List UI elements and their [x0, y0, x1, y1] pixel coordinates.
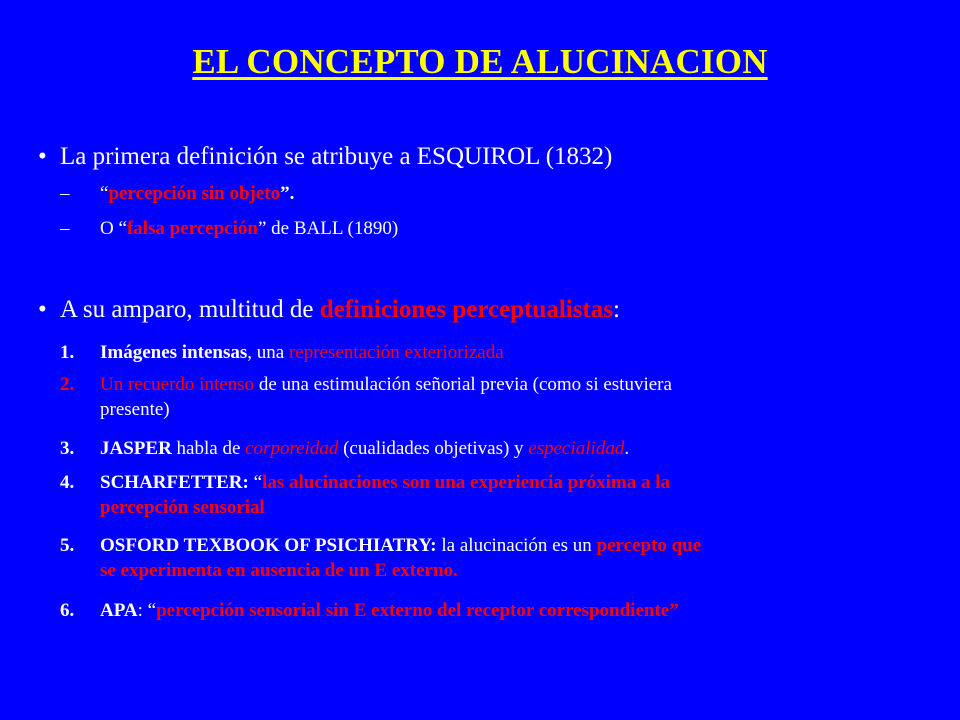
red-highlight: definiciones perceptualistas — [319, 296, 613, 323]
dash-icon: – — [60, 218, 70, 239]
dash-icon: – — [60, 183, 70, 204]
slide: EL CONCEPTO DE ALUCINACION • La primera definición se atribuye a ESQUIROL (1832) – “percepción sin objeto”. – O “falsa percepción” de BALL (1890) • A su amparo, multitud de definiciones perceptualistas: 1. Imágenes intensas, una representación exteriorizada 2. Un recuerdo intenso de una estimulación señorial previa (como si estuviera presente) 3. JASPER habla de corporeidad (cualidades objetivas) y especialidad. 4. SCHARFETTER: “las alucinaciones son una experiencia próxima a la percepción sensorial 5. OSFORD TEXBOOK OF PSICHIATRY: la alucinación es un percepto que se experimenta en ausencia de un E externo. 6. APA: “percepción sensorial sin E externo del receptor correspondiente” — [0, 0, 960, 720]
bullet-amparo-text: A su amparo, multitud de definiciones perceptualistas: — [60, 296, 620, 323]
sub-percepcion-sin-objeto: – “percepción sin objeto”. — [60, 183, 295, 204]
bullet-esquirol-text: La primera definición se atribuye a ESQUIROL (1832) — [60, 143, 613, 170]
slide-title: EL CONCEPTO DE ALUCINACION — [192, 42, 768, 81]
red-quote: falsa percepción — [126, 218, 258, 239]
sub-falsa-percepcion: – O “falsa percepción” de BALL (1890) — [60, 218, 399, 239]
bullet-icon: • — [38, 143, 47, 170]
red-quote: percepción sin objeto — [108, 183, 281, 204]
bullet-icon: • — [38, 296, 47, 323]
